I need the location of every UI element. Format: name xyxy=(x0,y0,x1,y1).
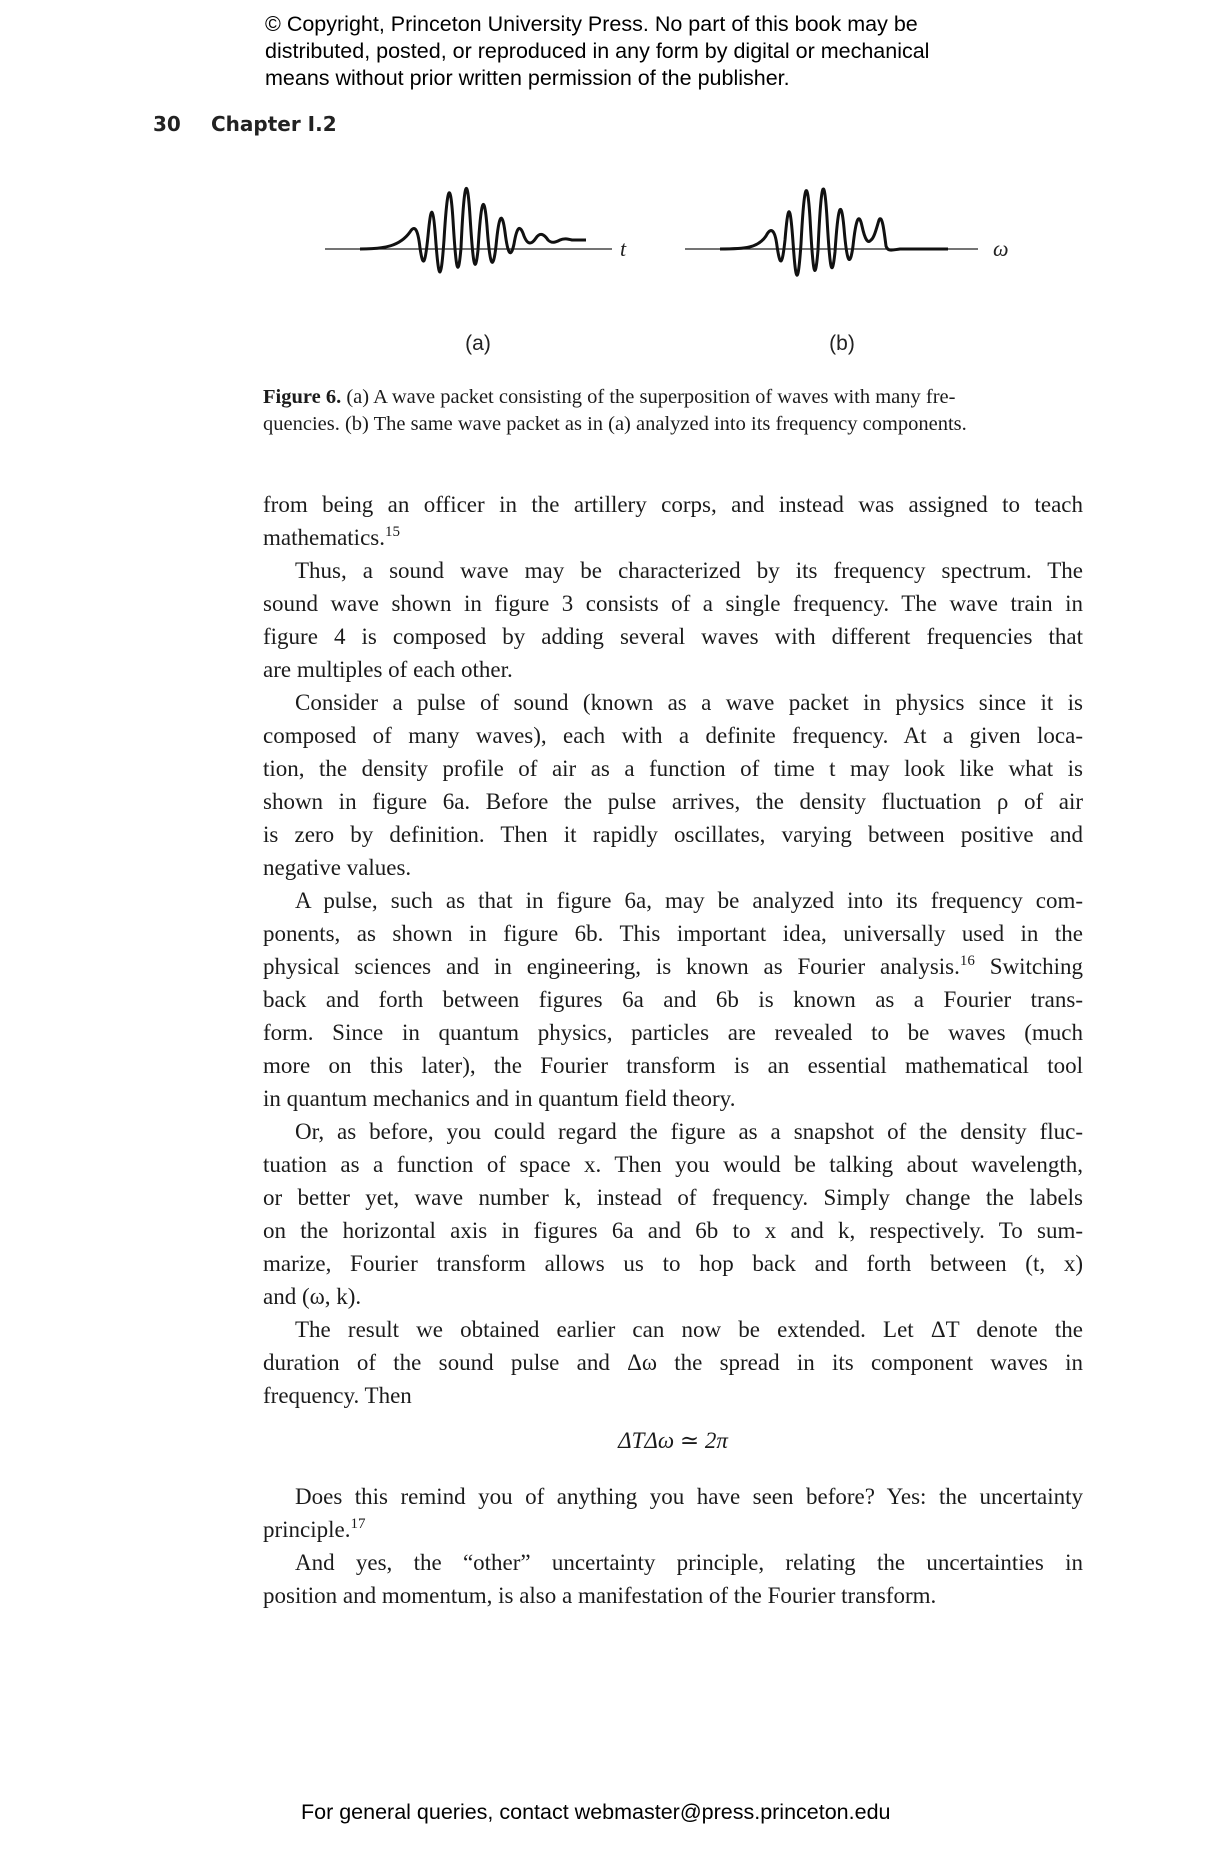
text-line: back and forth between figures 6a and 6b is known as a Fourier trans- xyxy=(263,987,1083,1012)
footer-contact: For general queries, contact webmaster@press.princeton.edu xyxy=(301,1800,891,1824)
text-line: position and momentum, is also a manifestation of the Fourier transform. xyxy=(263,1583,937,1608)
figure-6b-frequency-components xyxy=(720,189,948,275)
text-line: figure 4 is composed by adding several waves with different frequencies that xyxy=(263,624,1083,649)
text-line: frequency. Then xyxy=(263,1383,412,1408)
paragraph xyxy=(263,1313,1083,1412)
figure-6 xyxy=(300,160,1020,360)
copyright-notice xyxy=(265,11,1045,92)
paragraph xyxy=(263,884,1083,1115)
text-line: and (ω, k). xyxy=(263,1284,362,1309)
text-line: duration of the sound pulse and Δω the spread in its component waves in xyxy=(263,1350,1083,1375)
paragraph xyxy=(263,686,1083,884)
copyright-line: distributed, posted, or reproduced in any form by digital or mechanical xyxy=(265,39,930,63)
text-line: tuation as a function of space x. Then you would be talking about wavelength, xyxy=(263,1152,1083,1177)
footnote-ref[interactable]: 17 xyxy=(350,1516,366,1532)
caption-line: quencies. (b) The same wave packet as in (a) analyzed into its frequency components. xyxy=(263,413,967,435)
paragraph xyxy=(263,554,1083,686)
text-line xyxy=(263,1513,1083,1546)
text-line: And yes, the “other” uncertainty principle, relating the uncertainties in xyxy=(295,1550,1083,1575)
text-line: marize, Fourier transform allows us to hop back and forth between (t, x) xyxy=(263,1251,1083,1276)
paragraph xyxy=(263,1480,1083,1546)
text-line: shown in figure 6a. Before the pulse arrives, the density fluctuation ρ of air xyxy=(263,789,1083,814)
caption-lead: Figure 6. xyxy=(263,386,342,408)
equation: ΔTΔω ≃ 2π xyxy=(618,1428,728,1453)
caption-text: (a) A wave packet consisting of the superposition of waves with many fre- xyxy=(346,386,956,408)
paragraph xyxy=(263,1115,1083,1313)
figure-6a-panel-label: (a) xyxy=(465,332,491,355)
text-line: ponents, as shown in figure 6b. This important idea, universally used in the xyxy=(263,921,1083,946)
figure-6a-panel xyxy=(325,188,627,355)
text-line: are multiples of each other. xyxy=(263,657,513,682)
text-line: composed of many waves), each with a definite frequency. At a given loca- xyxy=(263,723,1083,748)
text-line: form. Since in quantum physics, particles are revealed to be waves (much xyxy=(263,1020,1083,1045)
figure-caption xyxy=(263,384,1083,438)
text-line: tion, the density profile of air as a function of time t may look like what is xyxy=(263,756,1083,781)
text-line: or better yet, wave number k, instead of frequency. Simply change the labels xyxy=(263,1185,1083,1210)
figure-6b-panel-label: (b) xyxy=(829,332,855,355)
text-run: physical sciences and in engineering, is known as Fourier analysis. xyxy=(263,954,960,979)
text-run: Switching xyxy=(974,954,1084,979)
text-run: mathematics. xyxy=(263,525,385,550)
text-line: in quantum mechanics and in quantum field theory. xyxy=(263,1086,736,1111)
text-line: from being an officer in the artillery corps, and instead was assigned to teach xyxy=(263,492,1083,517)
body-text xyxy=(263,488,1083,1612)
figure-6a-axis-label: t xyxy=(620,236,627,261)
copyright-line: © Copyright, Princeton University Press. No part of this book may be xyxy=(265,12,918,36)
figure-6b-panel xyxy=(685,189,1009,355)
page-number: 30 xyxy=(153,112,181,136)
text-line: negative values. xyxy=(263,855,412,880)
text-line: Or, as before, you could regard the figure as a snapshot of the density fluc- xyxy=(295,1119,1083,1144)
copyright-line: means without prior written permission of the publisher. xyxy=(265,66,790,90)
text-line xyxy=(263,521,1083,554)
text-line: sound wave shown in figure 3 consists of a single frequency. The wave train in xyxy=(263,591,1083,616)
text-line: The result we obtained earlier can now be extended. Let ΔT denote the xyxy=(295,1317,1083,1342)
caption-line xyxy=(263,384,1083,411)
figure-6b-axis-label: ω xyxy=(993,236,1009,261)
text-line: Thus, a sound wave may be characterized by its frequency spectrum. The xyxy=(295,558,1083,583)
paragraph xyxy=(263,1546,1083,1612)
footnote-ref[interactable]: 16 xyxy=(959,953,975,969)
figure-6a-wave-packet xyxy=(360,188,586,272)
text-line: Does this remind you of anything you have seen before? Yes: the uncertainty xyxy=(295,1484,1083,1509)
text-line: more on this later), the Fourier transform is an essential mathematical tool xyxy=(263,1053,1083,1078)
paragraph xyxy=(263,488,1083,554)
text-run: principle. xyxy=(263,1517,351,1542)
footnote-ref[interactable]: 15 xyxy=(385,524,400,540)
text-line: on the horizontal axis in figures 6a and 6b to x and k, respectively. To sum- xyxy=(263,1218,1083,1243)
chapter-title: Chapter I.2 xyxy=(211,112,337,136)
text-line: A pulse, such as that in figure 6a, may be analyzed into its frequency com- xyxy=(295,888,1083,913)
running-head xyxy=(153,112,337,136)
text-line: Consider a pulse of sound (known as a wave packet in physics since it is xyxy=(295,690,1083,715)
text-line: is zero by definition. Then it rapidly oscillates, varying between positive and xyxy=(263,822,1083,847)
text-line xyxy=(263,950,1083,983)
